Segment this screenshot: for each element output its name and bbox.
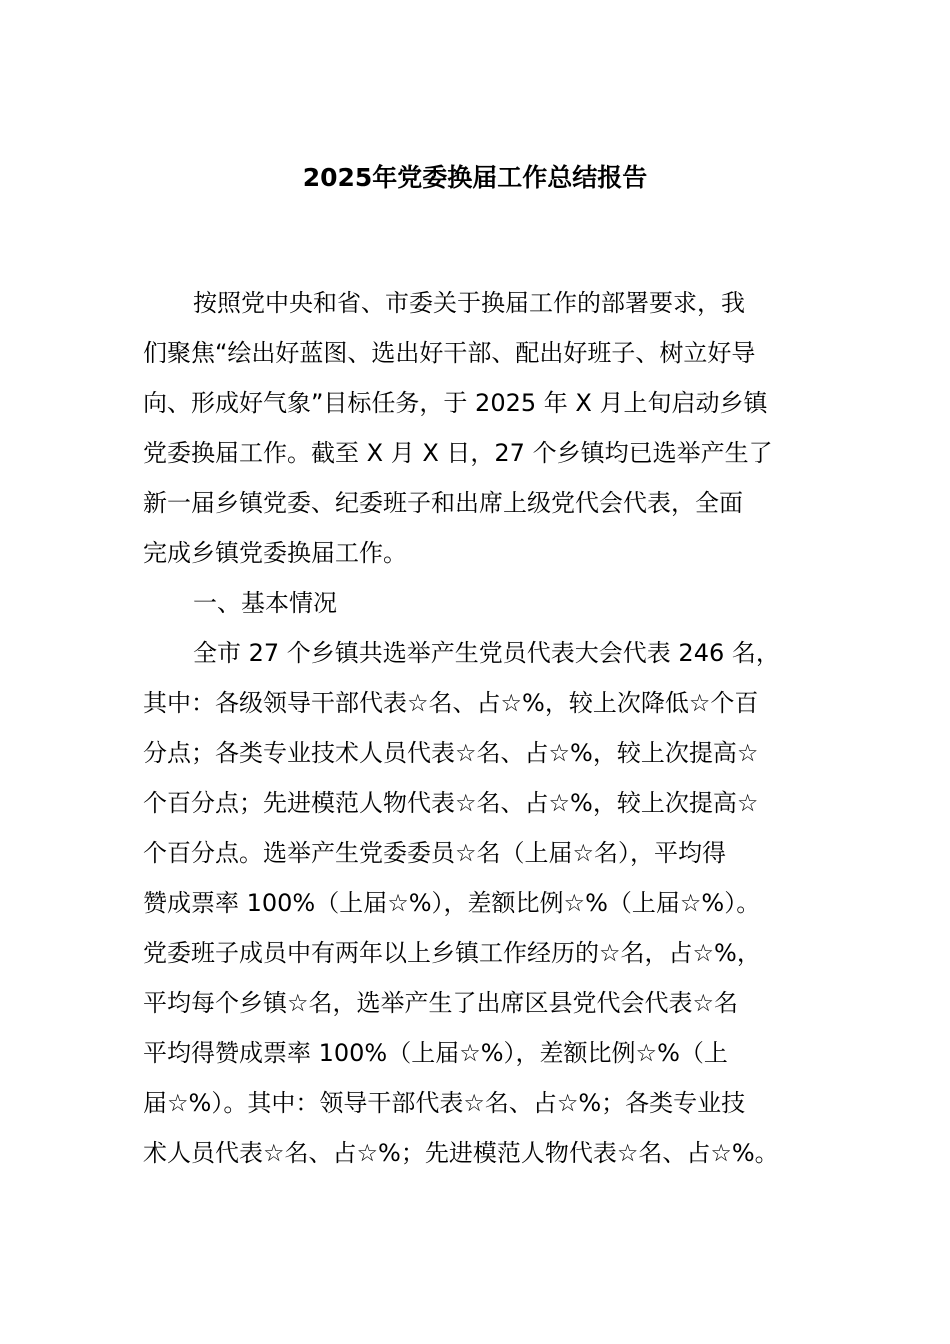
paragraph-1-line-1: 按照党中央和省、市委关于换届工作的部署要求，我 bbox=[193, 289, 745, 317]
paragraph-2-line-8: 平均每个乡镇☆名，选举产生了出席区县党代会代表☆名 bbox=[143, 989, 739, 1017]
paragraph-2-line-6: 赞成票率 100%（上届☆%），差额比例☆%（上届☆%）。 bbox=[143, 889, 761, 917]
paragraph-1-line-3: 向、形成好气象”目标任务，于 2025 年 X 月上旬启动乡镇 bbox=[143, 389, 768, 417]
paragraph-1-line-2: 们聚焦“绘出好蓝图、选出好干部、配出好班子、树立好导 bbox=[143, 339, 756, 367]
paragraph-2-line-3: 分点；各类专业技术人员代表☆名、占☆%，较上次提高☆ bbox=[143, 739, 759, 767]
paragraph-1-line-5: 新一届乡镇党委、纪委班子和出席上级党代会代表，全面 bbox=[143, 489, 743, 517]
paragraph-2-line-11: 术人员代表☆名、占☆%；先进模范人物代表☆名、占☆%。 bbox=[143, 1139, 779, 1167]
paragraph-2-line-2: 其中：各级领导干部代表☆名、占☆%，较上次降低☆个百 bbox=[143, 689, 759, 717]
paragraph-2-line-5: 个百分点。选举产生党委委员☆名（上届☆名），平均得 bbox=[143, 839, 727, 867]
section-heading: 一、基本情况 bbox=[193, 589, 337, 617]
paragraph-1-line-4: 党委换届工作。截至 X 月 X 日，27 个乡镇均已选举产生了 bbox=[143, 439, 773, 467]
paragraph-2-line-1: 全市 27 个乡镇共选举产生党员代表大会代表 246 名， bbox=[193, 639, 780, 667]
paragraph-2-line-7: 党委班子成员中有两年以上乡镇工作经历的☆名，占☆%， bbox=[143, 939, 761, 967]
paragraph-1-line-6: 完成乡镇党委换届工作。 bbox=[143, 539, 407, 567]
document-body bbox=[143, 278, 811, 1178]
paragraph-2-line-9: 平均得赞成票率 100%（上届☆%），差额比例☆%（上 bbox=[143, 1039, 728, 1067]
document-title: 2025年党委换届工作总结报告 bbox=[302, 163, 648, 192]
paragraph-2-line-4: 个百分点；先进模范人物代表☆名、占☆%，较上次提高☆ bbox=[143, 789, 759, 817]
paragraph-2-line-10: 届☆%）。其中：领导干部代表☆名、占☆%；各类专业技 bbox=[143, 1089, 746, 1117]
